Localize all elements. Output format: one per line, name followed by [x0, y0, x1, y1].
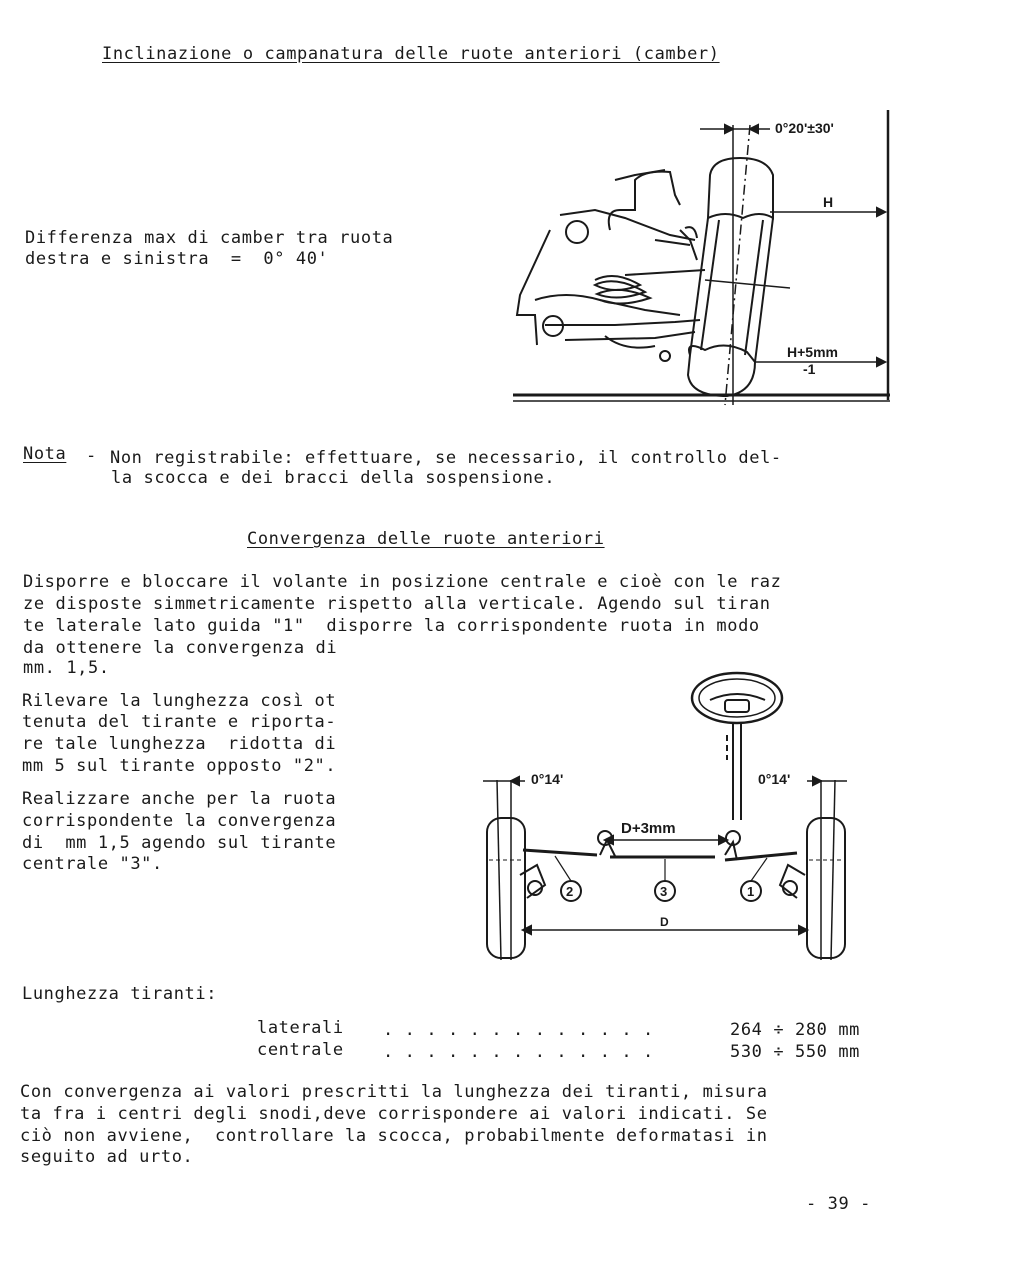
toe-paragraph-1-line-5: mm. 1,5.	[23, 658, 110, 678]
toe-paragraph-1-line-3: te laterale lato guida "1" disporre la corrispondente ruota in modo	[23, 616, 760, 636]
toe-diagram	[475, 660, 870, 965]
final-line-2: ta fra i centri degli snodi,deve corrispondere ai valori indicati. Se	[20, 1104, 768, 1124]
camber-diagram	[505, 100, 900, 420]
toe-paragraph-2-line-2: tenuta del tirante e riporta-	[22, 712, 337, 732]
toe-title: Convergenza delle ruote anteriori	[247, 529, 605, 549]
nota-label: Nota	[23, 444, 67, 464]
callout-2: 2	[566, 884, 574, 899]
final-line-3: ciò non avviene, controllare la scocca, probabilmente deformatasi in	[20, 1126, 768, 1146]
camber-angle-label: 0°20'±30'	[775, 120, 834, 136]
callout-1: 1	[747, 884, 755, 899]
final-line-4: seguito ad urto.	[20, 1147, 194, 1167]
nota-line-2: la scocca e dei bracci della sospensione.	[111, 468, 556, 488]
lengths-row-central-dots: . . . . . . . . . . . . .	[383, 1042, 654, 1062]
toe-paragraph-1-line-1: Disporre e bloccare il volante in posizione centrale e cioè con le raz	[23, 572, 782, 592]
toe-paragraph-2-line-4: mm 5 sul tirante opposto "2".	[22, 756, 337, 776]
final-line-1: Con convergenza ai valori prescritti la lunghezza dei tiranti, misura	[20, 1082, 768, 1102]
lengths-row-lateral-name: laterali	[257, 1018, 344, 1038]
camber-h5-label: H+5mm	[787, 344, 838, 360]
lengths-row-lateral-value: 264 ÷ 280 mm	[730, 1020, 861, 1040]
nota-dash: -	[86, 446, 97, 466]
toe-paragraph-2-line-1: Rilevare la lunghezza così ot	[22, 691, 337, 711]
camber-h5-tolerance-label: -1	[803, 361, 816, 377]
camber-h-label: H	[823, 194, 834, 210]
toe-paragraph-2-line-3: re tale lunghezza ridotta di	[22, 734, 337, 754]
toe-paragraph-3-line-1: Realizzare anche per la ruota	[22, 789, 337, 809]
toe-d3-label: D+3mm	[621, 820, 676, 837]
toe-paragraph-3-line-4: centrale "3".	[22, 854, 163, 874]
page-number: - 39 -	[806, 1194, 872, 1214]
callout-3: 3	[660, 884, 668, 899]
toe-right-angle-label: 0°14'	[758, 771, 791, 787]
toe-paragraph-1-line-4: da ottenere la convergenza di	[23, 638, 338, 658]
lengths-row-central-name: centrale	[257, 1040, 344, 1060]
camber-difference-line-2: destra e sinistra = 0° 40'	[25, 249, 329, 269]
toe-paragraph-3-line-2: corrispondente la convergenza	[22, 811, 337, 831]
camber-difference-line-1: Differenza max di camber tra ruota	[25, 228, 394, 248]
toe-left-angle-label: 0°14'	[531, 771, 564, 787]
lengths-row-central-value: 530 ÷ 550 mm	[730, 1042, 861, 1062]
lengths-row-lateral-dots: . . . . . . . . . . . . .	[383, 1020, 654, 1040]
toe-d-label: D	[660, 915, 669, 929]
lengths-heading: Lunghezza tiranti:	[22, 984, 218, 1004]
camber-title: Inclinazione o campanatura delle ruote anteriori (camber)	[102, 44, 720, 64]
toe-paragraph-3-line-3: di mm 1,5 agendo sul tirante	[22, 833, 337, 853]
toe-paragraph-1-line-2: ze disposte simmetricamente rispetto alla verticale. Agendo sul tiran	[23, 594, 771, 614]
nota-line-1: Non registrabile: effettuare, se necessario, il controllo del-	[110, 448, 782, 468]
